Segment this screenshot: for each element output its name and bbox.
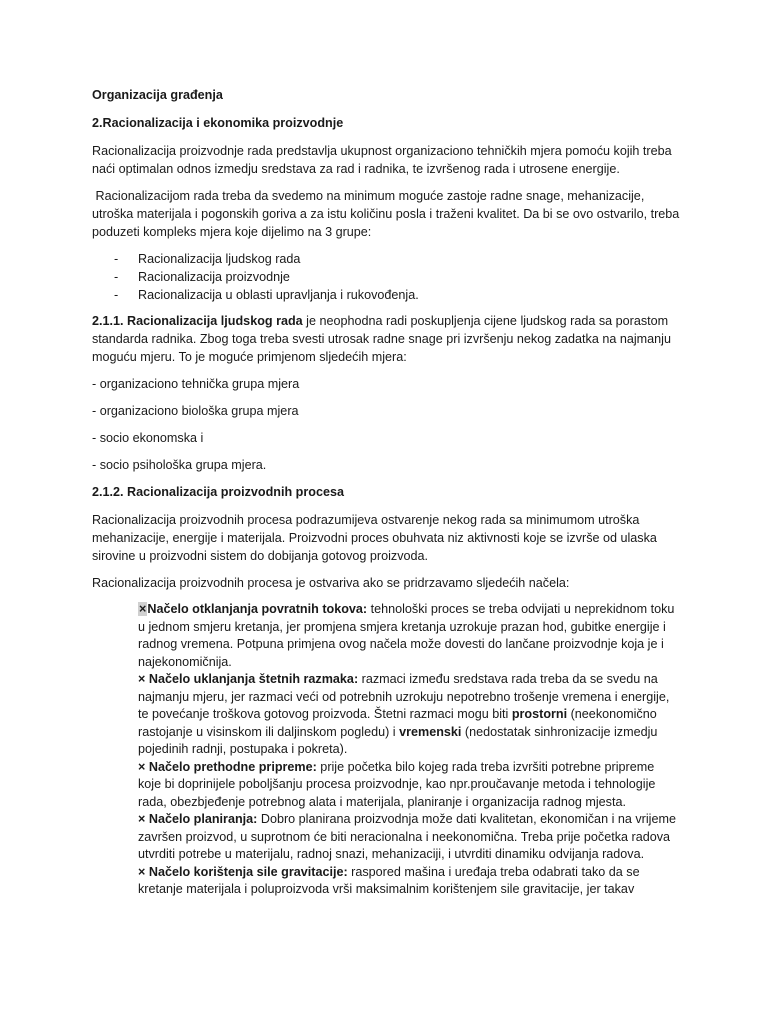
- list-item: - Racionalizacija u oblasti upravljanja i rukovođenja.: [114, 288, 419, 302]
- list-item: - Racionalizacija proizvodnje: [114, 270, 290, 284]
- document-body: [92, 86, 682, 899]
- cross-icon: ×: [138, 864, 146, 879]
- section-211-heading: 2.1.1. Racionalizacija ljudskog rada: [92, 314, 303, 328]
- section-212-paragraph-1: Racionalizacija proizvodnih procesa podrazumijeva ostvarenje nekog rada sa minimumom utroška mehanizacije, energije i materijala. Proizvodni proces obuhvata niz aktivnosti koje se izvrše od ulaska sirovine u proizvodni sistem do dobijanja gotovog proizvoda.: [92, 513, 657, 563]
- measure-item: - socio ekonomska i: [92, 431, 204, 445]
- principle-item: × Načelo prethodne pripreme: prije početka bilo kojeg rada treba izvršiti potrebne pripreme koje bi doprinijele poboljšanju procesa proizvodnje, kao npr.proučavanje metoda i tehnologije rada, obezbjeđenje potrebnog alata i materijala, planiranje i organizacija radnog mjesta.: [138, 759, 656, 809]
- principle-item: × Načelo korištenja sile gravitacije: raspored mašina i uređaja treba odabrati tako da se kretanje materijala i poluproizvoda vrši maksimalnim korištenjem sile gravitacije, jer takav: [138, 864, 640, 896]
- principle-item: ×Načelo otklanjanja povratnih tokova: tehnološki proces se treba odvijati u neprekidnom toku u jednom smjeru kretanja, jer promjena smjera kretanja uzrokuje prazan hod, gubitke energije i radnog vremena. Potpuna primjena ovog načela može dovesti do lančane proizvodnje koja je i najekonomičnija.: [138, 602, 675, 669]
- principles-list: [138, 601, 678, 899]
- cross-icon: ×: [139, 602, 147, 616]
- section-heading: 2.Racionalizacija i ekonomika proizvodnje: [92, 116, 344, 130]
- list-item: - Racionalizacija ljudskog rada: [114, 252, 301, 266]
- principle-item: × Načelo planiranja: Dobro planirana proizvodnja može dati kvalitetan, ekonomičan i na vrijeme završen proizvod, u suprotnom će biti neracionalna i neekonomična. Treba prije početka radova utvrditi potrebe u materijalu, radnoj snazi, mehanizaciji, i utvrditi dinamiku odvijanja radova.: [138, 812, 676, 861]
- cross-icon: ×: [138, 672, 146, 686]
- document-title: Organizacija građenja: [92, 88, 223, 102]
- section-211-paragraph: 2.1.1. Racionalizacija ljudskog rada je neophodna radi poskupljenja cijene ljudskog rada sa porastom standarda radnika. Zbog toga treba svesti utrosak radne snage pri izvršenju nekog zadatka na najmanju moguću mjeru. To je moguće primjenom sljedećih mjera:: [92, 314, 671, 364]
- measure-item: - socio psihološka grupa mjera.: [92, 458, 267, 472]
- section-212-heading: 2.1.2. Racionalizacija proizvodnih procesa: [92, 485, 344, 499]
- cross-icon: ×: [138, 759, 146, 774]
- measure-item: - organizaciono tehnička grupa mjera: [92, 377, 300, 391]
- section-212-paragraph-2: Racionalizacija proizvodnih procesa je ostvariva ako se pridrzavamo sljedećih načela:: [92, 576, 570, 590]
- measure-item: - organizaciono biološka grupa mjera: [92, 404, 299, 418]
- groups-list: [92, 250, 682, 304]
- intro-paragraph-1: Racionalizacija proizvodnje rada predstavlja ukupnost organizaciono tehničkih mjera pomoću kojih treba naći optimalan odnos izmedju sredstava za rad i radnika, te izvršenog rada i utrosene energije.: [92, 144, 672, 176]
- intro-paragraph-2: Racionalizacijom rada treba da svedemo na minimum moguće zastoje radne snage, mehanizacije, utroška materijala i pogonskih goriva a za istu količinu posla i traženi kvalitet. Da bi se ovo ostvarilo, treba poduzeti kompleks mjera koje dijelimo na 3 grupe:: [92, 189, 683, 239]
- cross-icon: ×: [138, 812, 146, 826]
- principle-item: × Načelo uklanjanja štetnih razmaka: razmaci između sredstava rada treba da se svedu na najmanju mjeru, jer razmaci veći od potrebnih uzrokuju nepotrebno trošenje vremena i energije, te povećanje troškova gotovog proizvoda. Štetni razmaci mogu biti prostorni (neekonomično rastojanje u visinskom ili daljinskom pogledu) i vremenski (nedostatak sinhronizacije izmedju pojedinih radnji, postupaka i pokreta).: [138, 672, 670, 756]
